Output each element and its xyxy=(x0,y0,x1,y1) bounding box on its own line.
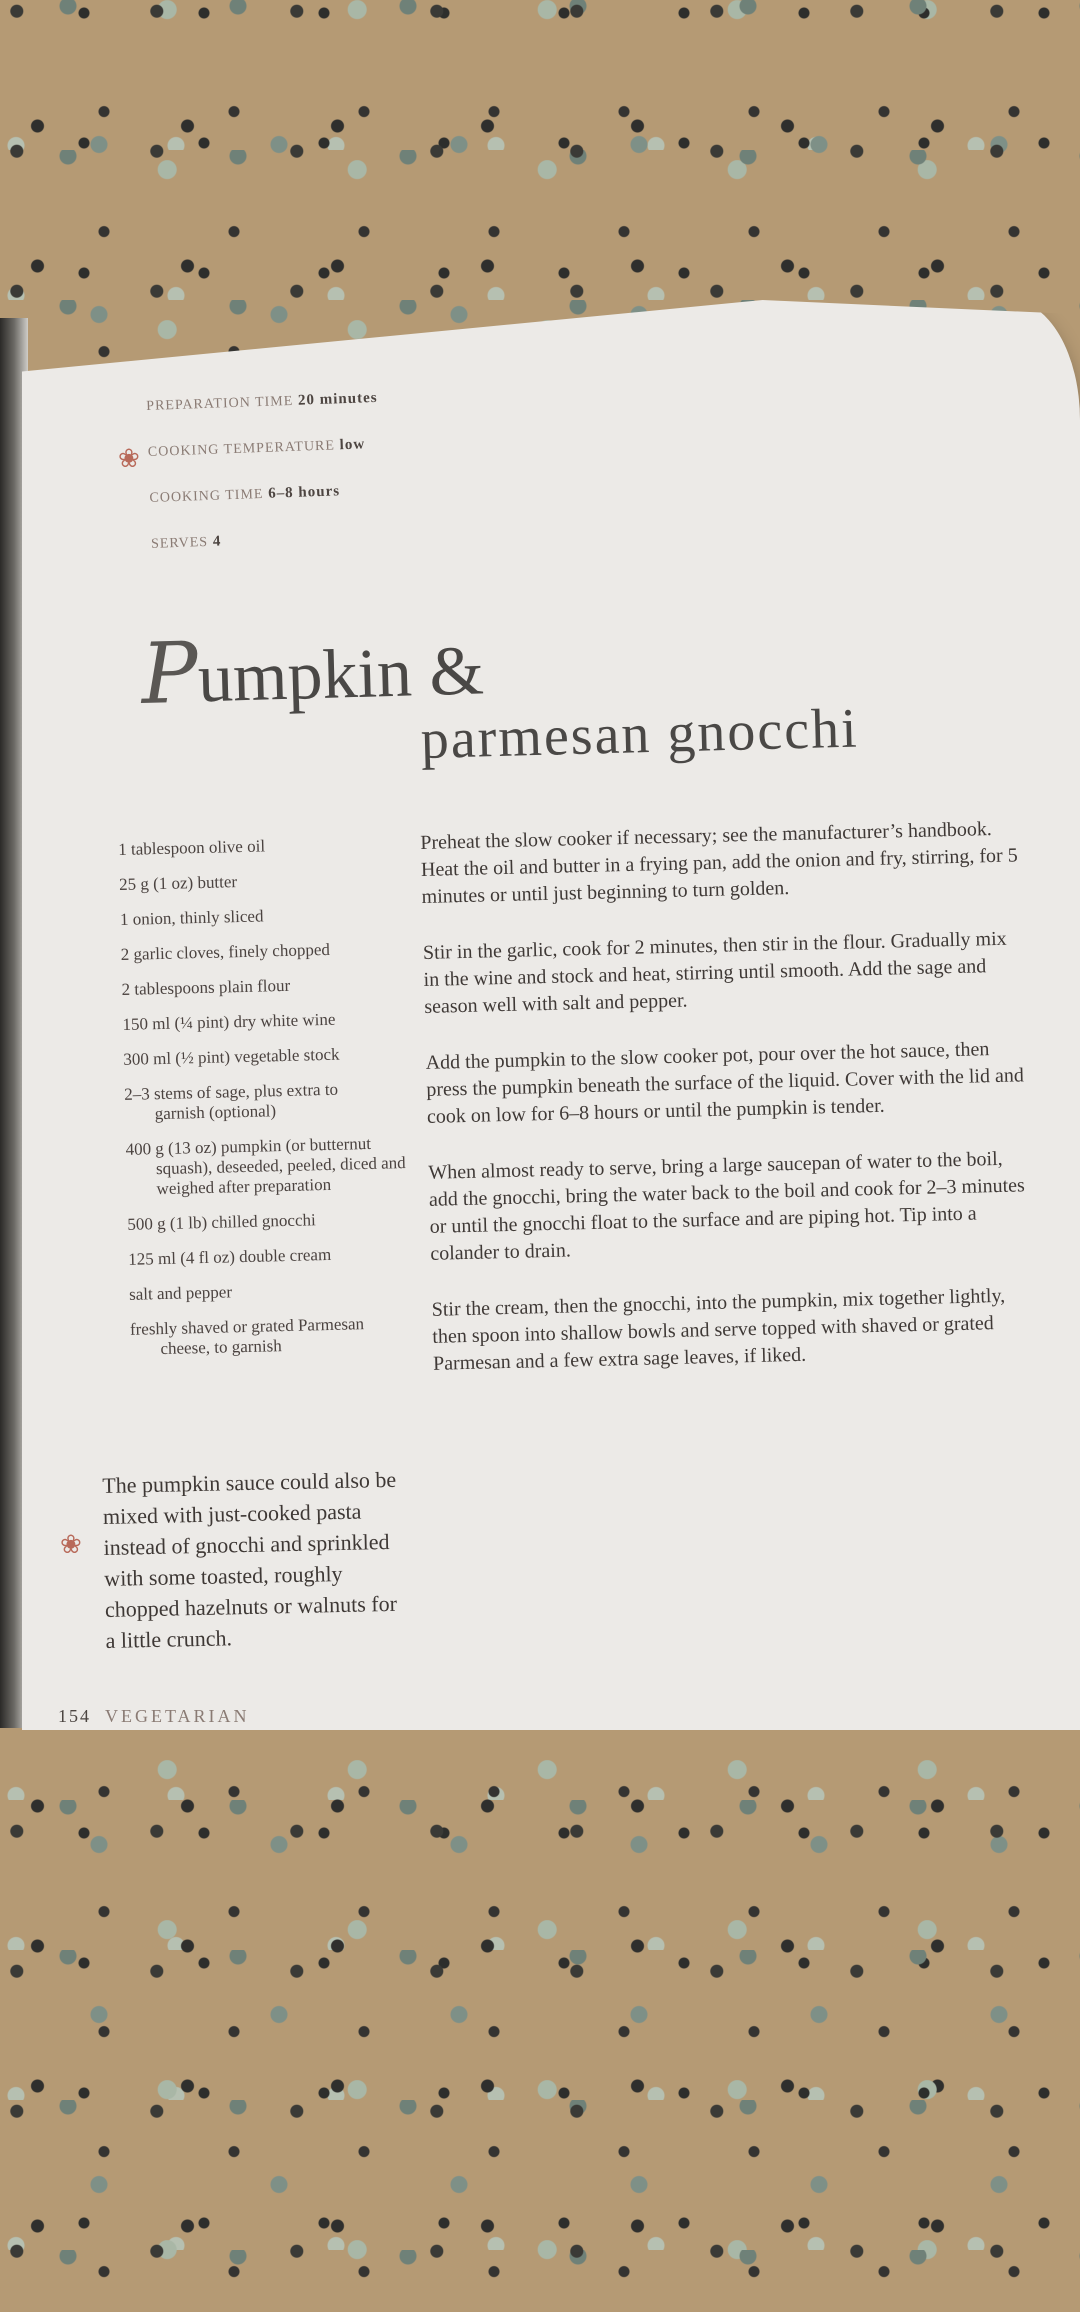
meta-label: PREPARATION TIME xyxy=(146,393,294,414)
ingredient-text: 2–3 stems of sage, plus extra to xyxy=(123,1079,339,1104)
ingredient-text: 300 ml (½ pint) vegetable stock xyxy=(123,1044,340,1069)
meta-label: SERVES xyxy=(150,534,209,552)
knot-ornament-icon: ❀ xyxy=(118,444,140,473)
section-name: VEGETARIAN xyxy=(105,1706,250,1726)
recipe-tip: The pumpkin sauce could also be mixed with just-cooked pasta instead of gnocchi and sprinkled with some toasted, roughly chopped hazelnuts or walnuts for a little crunch. xyxy=(102,1466,398,1653)
ingredient-item xyxy=(119,868,419,895)
meta-value: low xyxy=(339,436,366,454)
ingredient-text: 150 ml (¼ pint) dry white wine xyxy=(122,1009,336,1034)
method-step: Stir in the garlic, cook for 2 minutes, then stir in the flour. Gradually mix in the wine and stock and heat, stirring until smooth. Add the sage and season well with salt and pepper. xyxy=(422,927,1007,1018)
method-step: Preheat the slow cooker if necessary; see the manufacturer’s handbook. Heat the oil and butter in a frying pan, add the onion and fry, stirring, for 5 minutes or until just beginning to turn golden. xyxy=(420,818,1018,908)
page-footer xyxy=(58,1706,250,1727)
title-rest: umpkin & xyxy=(196,632,485,718)
meta-serves xyxy=(151,528,383,553)
ingredient-item xyxy=(124,1078,425,1125)
ingredient-item xyxy=(127,1208,427,1235)
ingredient-item xyxy=(130,1313,431,1360)
ingredient-text: freshly shaved or grated Parmesan xyxy=(129,1314,365,1339)
ingredient-text: 1 tablespoon olive oil xyxy=(118,836,266,859)
ingredient-item xyxy=(122,1008,422,1035)
knot-ornament-icon: ❀ xyxy=(60,1530,82,1559)
meta-cooking-time xyxy=(149,482,381,507)
recipe-title-line2: parmesan gnocchi xyxy=(420,697,860,771)
meta-value: 20 minutes xyxy=(297,389,378,409)
ingredient-continuation: squash), deseeded, peeled, diced and weighed after preparation xyxy=(155,1153,406,1199)
recipe-meta xyxy=(146,390,384,582)
ingredient-item xyxy=(121,938,421,965)
ingredient-text: 25 g (1 oz) butter xyxy=(118,872,238,894)
ingredient-text: salt and pepper xyxy=(128,1282,233,1304)
meta-label: COOKING TIME xyxy=(149,486,264,506)
ingredient-item xyxy=(128,1243,428,1270)
ingredient-text: 2 garlic cloves, finely chopped xyxy=(120,939,331,964)
meta-cooking-temp xyxy=(148,436,380,461)
ingredient-text: 500 g (1 lb) chilled gnocchi xyxy=(127,1210,316,1234)
method-step: When almost ready to serve, bring a large saucepan of water to the boil, add the gnocchi, bring the water back to the boil and cook for 2–3 minutes or until the gnocchi float to the surface and are piping hot. Tip into a colander to drain. xyxy=(428,1147,1026,1265)
ingredients-list xyxy=(118,833,431,1375)
ingredient-text: 1 onion, thinly sliced xyxy=(119,906,264,929)
ingredient-item xyxy=(121,973,421,1000)
title-initial: P xyxy=(140,623,200,723)
ingredient-continuation: garnish (optional) xyxy=(154,1101,277,1124)
ingredient-item xyxy=(123,1043,423,1070)
ingredient-item xyxy=(125,1133,426,1200)
method-step: Stir the cream, then the gnocchi, into the pumpkin, mix together lightly, then spoon into shallow bowls and serve topped with shaved or grated Parmesan and a few extra sage leaves, if liked. xyxy=(431,1284,1006,1375)
ingredient-text: 400 g (13 oz) pumpkin (or butternut xyxy=(125,1133,372,1159)
meta-value: 6–8 hours xyxy=(267,483,341,502)
method-step: Add the pumpkin to the slow cooker pot, pour over the hot sauce, then press the pumpkin beneath the surface of the liquid. Cover with the lid and cook on low for 6–8 hours or until the pumpkin is tender. xyxy=(425,1038,1025,1128)
page-number: 154 xyxy=(58,1706,91,1726)
ingredient-text: 2 tablespoons plain flour xyxy=(121,975,291,999)
ingredient-item xyxy=(120,903,420,930)
meta-value: 4 xyxy=(212,533,222,550)
meta-label: COOKING TEMPERATURE xyxy=(147,438,336,460)
ingredient-item xyxy=(129,1278,429,1305)
method-steps xyxy=(420,815,1034,1406)
ingredient-continuation: cheese, to garnish xyxy=(160,1336,282,1359)
ingredient-text: 125 ml (4 fl oz) double cream xyxy=(128,1244,332,1269)
